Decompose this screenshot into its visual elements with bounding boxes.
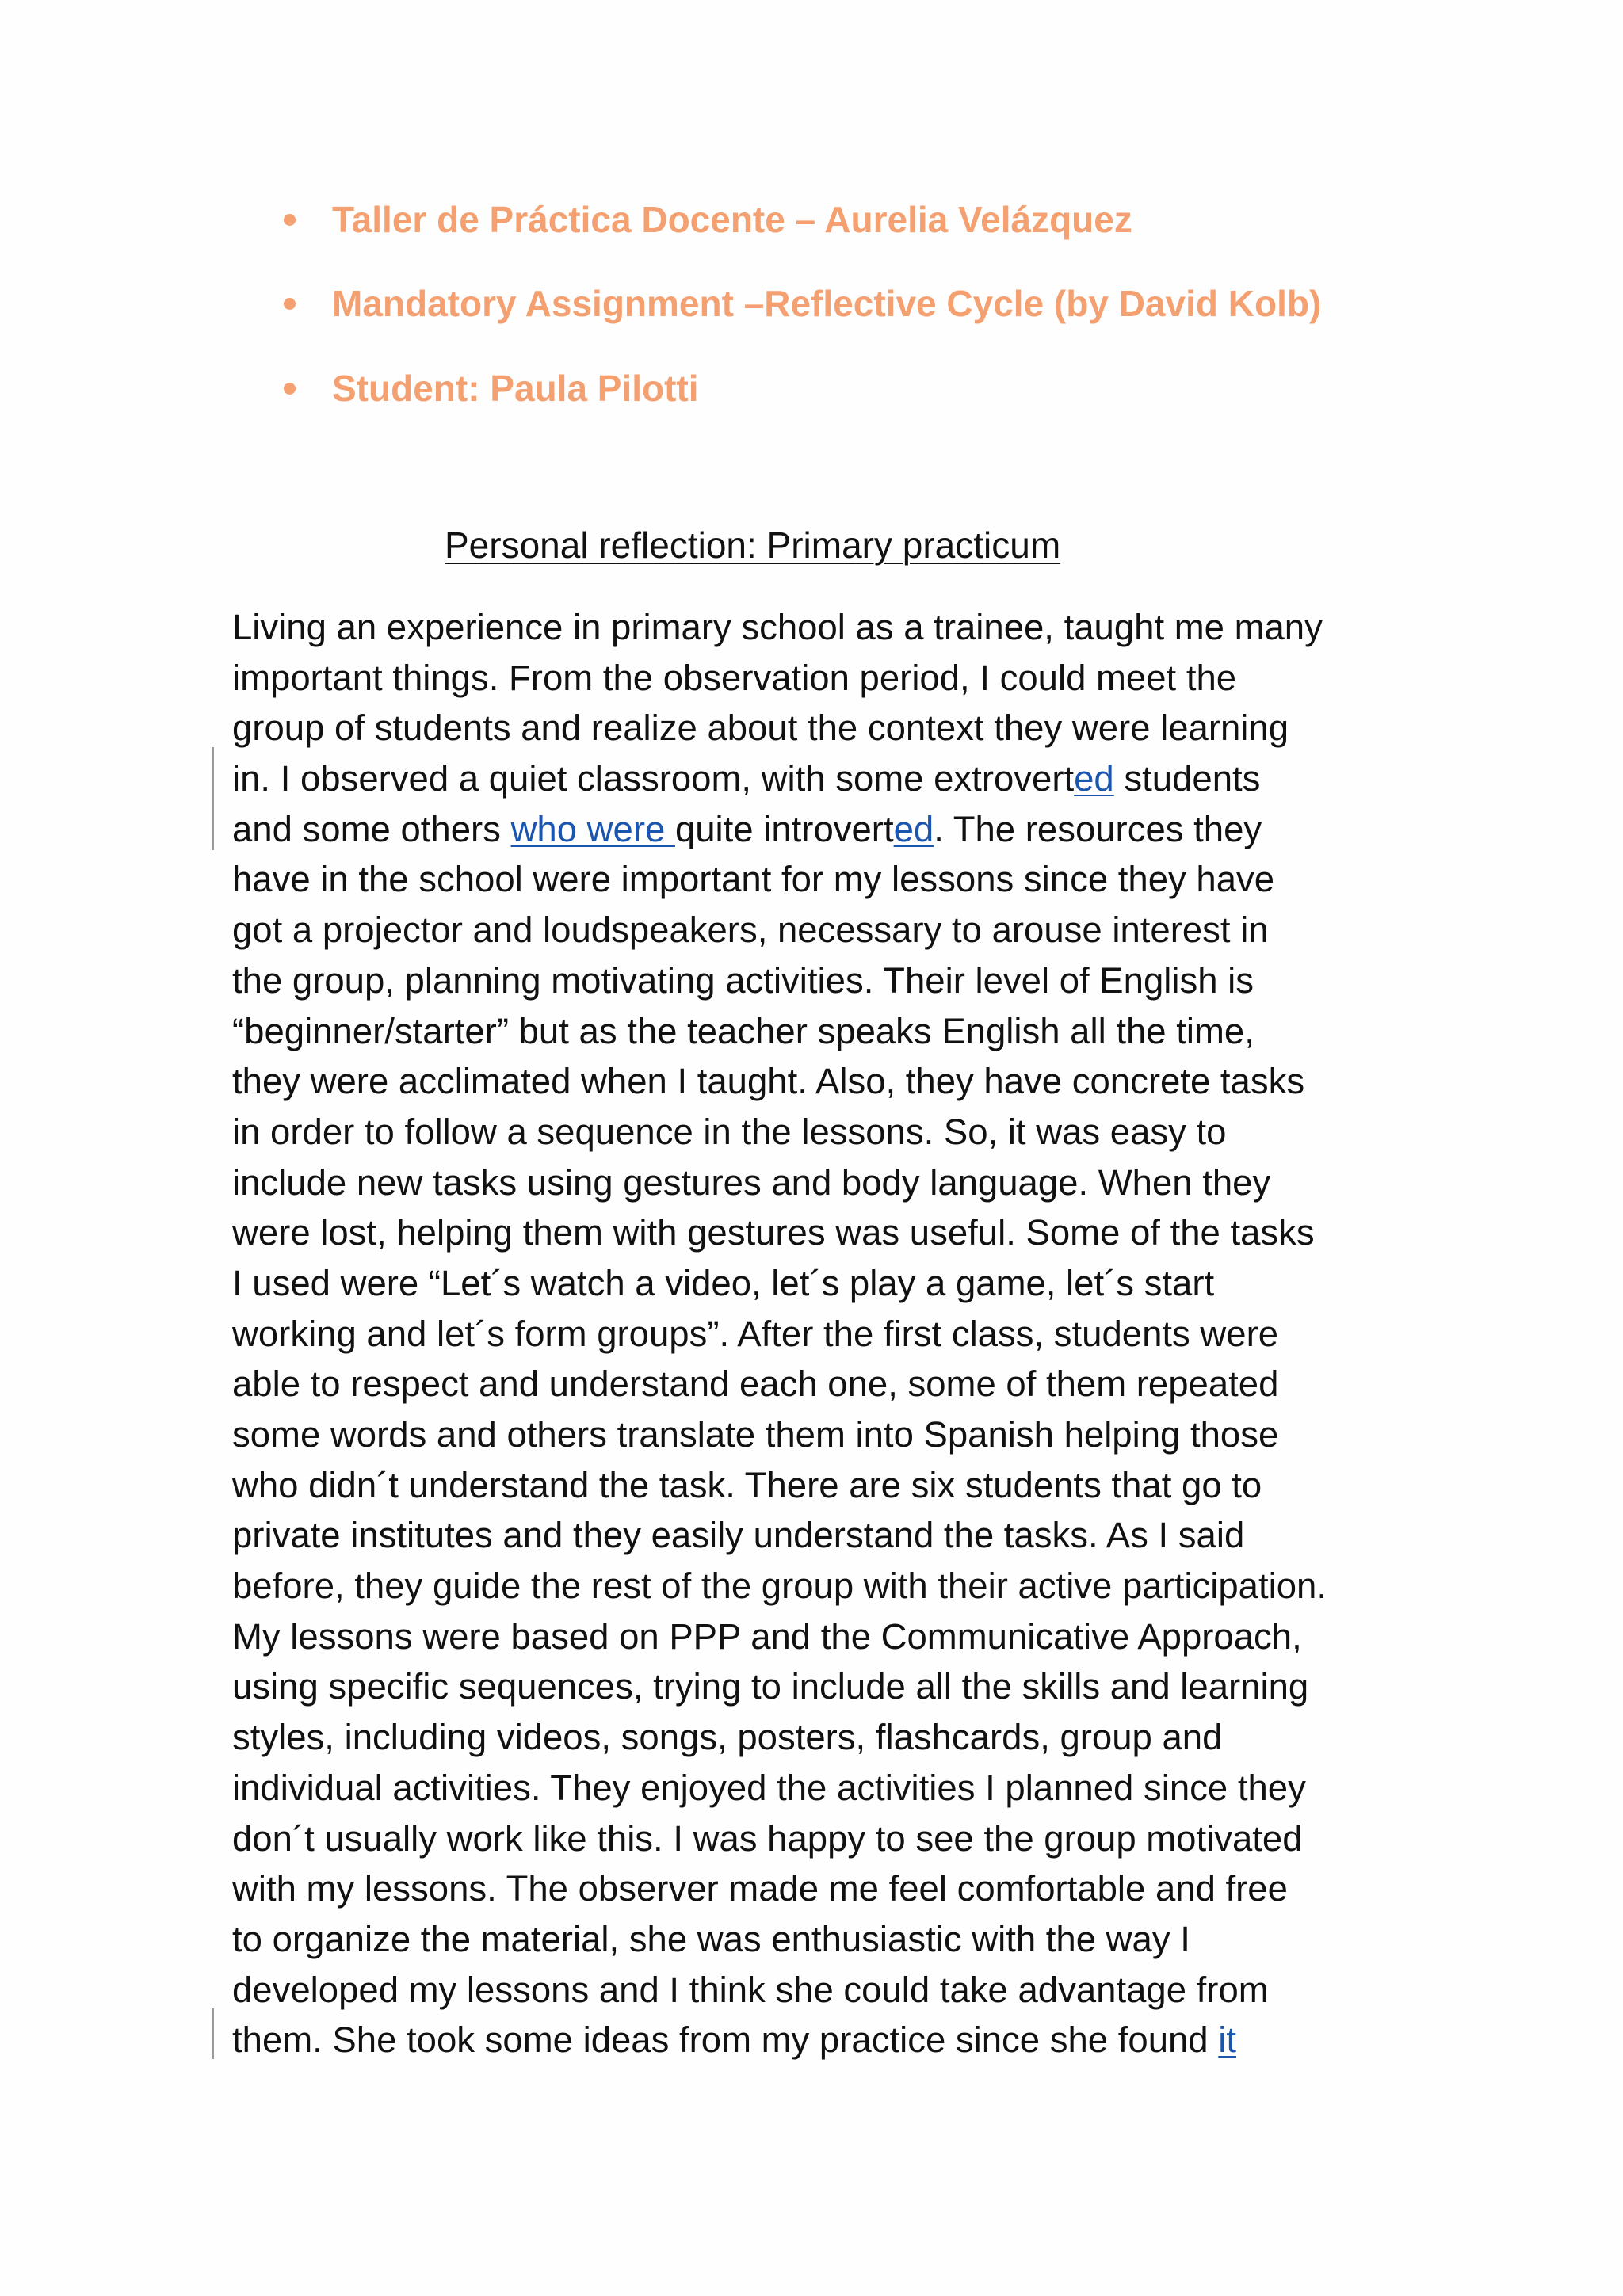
- text-segment: . The resources they: [934, 808, 1262, 849]
- text-line: with my lessons. The observer made me feel comfortable and free: [232, 1868, 1288, 1909]
- bullet-icon: [284, 214, 296, 226]
- reflection-paragraph: [232, 602, 1405, 2065]
- text-line: My lessons were based on PPP and the Communicative Approach,: [232, 1615, 1302, 1657]
- text-segment: and some others: [232, 808, 511, 849]
- bullet-icon: [284, 298, 296, 310]
- change-bar: [212, 747, 214, 850]
- text-segment: in. I observed a quiet classroom, with some extrovert: [232, 758, 1075, 799]
- suggested-edit-link[interactable]: it: [1218, 2019, 1237, 2061]
- text-segment: students: [1113, 758, 1261, 799]
- suggested-edit-link[interactable]: ed: [893, 808, 934, 849]
- change-bar: [212, 2008, 214, 2059]
- text-line: got a projector and loudspeakers, necessary to arouse interest in: [232, 910, 1269, 951]
- header-item-course: [284, 196, 1132, 243]
- text-line: using specific sequences, trying to include all the skills and learning: [232, 1666, 1309, 1707]
- text-line: important things. From the observation period, I could meet the: [232, 657, 1237, 698]
- header-item-assignment: [284, 280, 1321, 327]
- text-line: they were acclimated when I taught. Also, they have concrete tasks: [232, 1061, 1305, 1102]
- text-line: to organize the material, she was enthusiastic with the way I: [232, 1918, 1190, 1959]
- text-line: group of students and realize about the context they were learning: [232, 707, 1289, 749]
- text-line: include new tasks using gestures and body language. When they: [232, 1161, 1271, 1203]
- text-line: “beginner/starter” but as the teacher speaks English all the time,: [232, 1010, 1254, 1051]
- header-bullet-list: [0, 0, 1623, 444]
- text-line: able to respect and understand each one, some of them repeated: [232, 1363, 1279, 1405]
- text-line: styles, including videos, songs, posters, flashcards, group and: [232, 1717, 1223, 1758]
- text-line: [232, 2015, 1405, 2065]
- text-line: I used were “Let´s watch a video, let´s play a game, let´s start: [232, 1262, 1215, 1303]
- document-title: Personal reflection: Primary practicum: [445, 524, 1061, 566]
- text-line: Living an experience in primary school as a trainee, taught me many: [232, 607, 1323, 647]
- text-line: some words and others translate them into Spanish helping those: [232, 1414, 1279, 1455]
- suggested-edit-link[interactable]: ed: [1074, 758, 1114, 799]
- text-line: working and let´s form groups”. After the first class, students were: [232, 1313, 1279, 1354]
- text-segment: them. She took some ideas from my practice since she found: [232, 2019, 1219, 2061]
- header-item-text: Student: Paula Pilotti: [332, 368, 699, 409]
- text-line: don´t usually work like this. I was happy to see the group motivated: [232, 1817, 1303, 1859]
- text-line: in order to follow a sequence in the lessons. So, it was easy to: [232, 1111, 1227, 1152]
- text-line: private institutes and they easily understand the tasks. As I said: [232, 1515, 1245, 1556]
- text-line: who didn´t understand the task. There are six students that go to: [232, 1464, 1262, 1505]
- header-item-student: [284, 364, 699, 412]
- suggested-edit-link[interactable]: who were: [510, 808, 675, 849]
- text-line: [232, 753, 1405, 804]
- text-line: were lost, helping them with gestures was useful. Some of the tasks: [232, 1212, 1315, 1253]
- bullet-icon: [284, 383, 296, 395]
- header-item-text: Taller de Práctica Docente – Aurelia Velázquez: [332, 199, 1132, 240]
- header-item-text: Mandatory Assignment –Reflective Cycle (by David Kolb): [332, 283, 1322, 324]
- text-line: have in the school were important for my lessons since they have: [232, 859, 1275, 900]
- text-line: developed my lessons and I think she could take advantage from: [232, 1969, 1269, 2010]
- text-line: the group, planning motivating activities. Their level of English is: [232, 959, 1254, 1001]
- text-line: individual activities. They enjoyed the activities I planned since they: [232, 1767, 1306, 1808]
- text-line: before, they guide the rest of the group with their active participation.: [232, 1566, 1327, 1607]
- text-segment: quite introvert: [674, 808, 894, 849]
- text-line: [232, 804, 1405, 855]
